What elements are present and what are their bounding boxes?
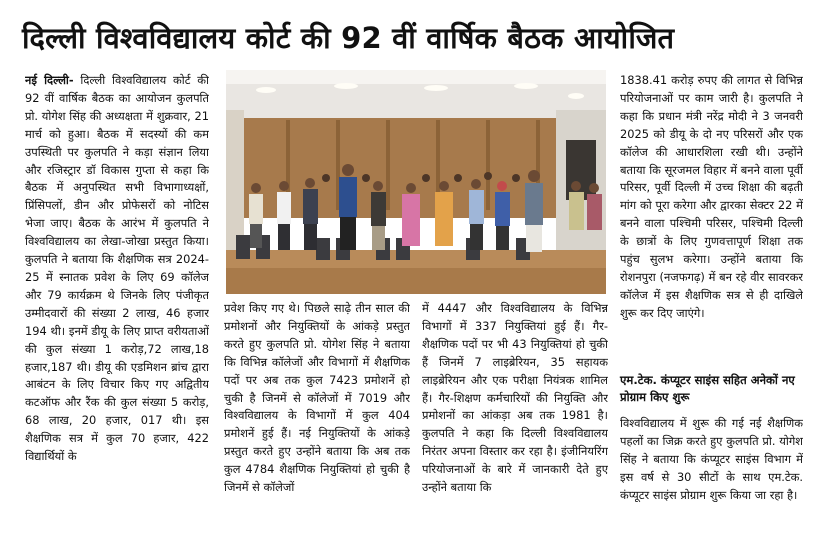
article-column-4-continued	[620, 415, 803, 525]
article-column-3	[422, 300, 608, 530]
column-4-continued-text: विश्वविद्यालय में शुरू की गई नई शैक्षणिक पहलों का जिक्र करते हुए कुलपति प्रो. योगेश सिंह ने बताया कि कंप्यूटर साइंस विभाग में इस वर्ष से 30 सीटों के साथ एम.टेक. कंप्यूटर साइंस प्रोग्राम शुरू किया जा रहा है।	[620, 416, 803, 502]
article-column-1	[25, 72, 209, 527]
column-4-text: 1838.41 करोड़ रुपए की लागत से विभिन्न परियोजनाओं पर काम जारी है। कुलपति ने कहा कि प्रधान मंत्री नरेंद्र मोदी ने 3 जनवरी 2025 को डीयू के दो नए परिसरों और एक कॉलेज की आधारशिला रखी थी। उन्होंने बताया कि सूरजमल विहार में बनने वाला पूर्वी परिसर, पूर्वी दिल्ली में उच्च शिक्षा की बढ़ती मांग को पूरा करेगा और द्वारका सेक्टर 22 में बनने वाला पश्चिमी परिसर, पश्चिमी दिल्ली के छात्रों के लिए गुणवत्तापूर्ण शिक्षा तक पहुंच सुलभ करेगा। उन्होंने बताया कि रोशनपुरा (नजफगढ़) में बन रहे वीर सावरकर कॉलेज में इस शैक्षणिक सत्र से ही दाखिले शुरू कर दिए जाएंगे।	[620, 73, 803, 320]
article-column-2	[224, 300, 410, 530]
article-column-4	[620, 72, 803, 360]
column-3-text: में 4447 और विश्वविद्यालय के विभिन्न विभागों में 337 नियुक्तियां हुई हैं। गैर-शैक्षणिक पदों पर भी 43 नियुक्तियां हो चुकी हैं जिनमें 7 लाइब्रेरियन, 35 सहायक लाइब्रेरियन और एक परीक्षा नियंत्रक शामिल हैं। गैर-शिक्षण कर्मचारियों की नियुक्ति और प्रमोशनों का आंकड़ा अब तक 1981 है। कुलपति ने कहा कि दिल्ली विश्वविद्यालय निरंतर अपना विस्तार कर रहा है। इंजीनियरिंग परियोजनाओं के बारे में जानकारी देते हुए उन्होंने बताया कि	[422, 301, 608, 495]
dateline: नई दिल्ली-	[25, 73, 74, 87]
column-1-text: दिल्ली विश्वविद्यालय कोर्ट की 92 वीं वार्षिक बैठक का आयोजन कुलपति प्रो. योगेश सिंह की अध्यक्षता में शुक्रवार, 21 मार्च को हुआ। बैठक में सदस्यों की कम उपस्थिती पर कुलपति ने कड़ा संज्ञान लिया और रजिस्ट्रार डॉ विकास गुप्ता से कहा कि बैठक में अनुपस्थित सभी विभागाध्यक्षों, प्रिंसिपलों, डीन और प्रोफेसरों को नोटिस भेजा जाए। बैठक के आरंभ में कुलपति ने विश्वविद्यालय का लेखा-जोखा प्रस्तुत किया। कुलपति ने बताया कि शैक्षणिक सत्र 2024-25 में स्नातक प्रवेश के लिए 69 कॉलेज और 79 कार्यक्रम थे जिनके लिए पंजीकृत उम्मीदवारों की संख्या 2 लाख, 46 हजार 194 थी। इनमें डीयू के लिए प्राप्त वरीयताओं की कुल संख्या 1 करोड़,72 लाख,18 हजार,187 थी। डीयू की एडमिशन ब्रांच द्वारा आबंटन के लिए विचार किए गए अद्वितीय कटऑफ और रैंक की कुल संख्या 5 करोड़, 68 लाख, 20 हजार, 017 थी। इस शैक्षणिक सत्र में कुल 70 हजार, 422 विद्यार्थियों के	[25, 73, 209, 464]
column-2-text: प्रवेश किए गए थे। पिछले साढ़े तीन साल की प्रमोशनों और नियुक्तियों के आंकड़े प्रस्तुत करते हुए कुलपति प्रो. योगेश सिंह ने बताया कि विभिन्न कॉलेजों और विभागों में शैक्षणिक पदों पर अब तक कुल 7423 प्रमोशनें हो चुकी है जिनमें से कॉलेजों में 7019 और विश्वविद्यालय के विभागों में कुल 404 प्रमोशनें हुई हैं। नई नियुक्तियों के आंकड़े प्रस्तुत करते हुए उन्होंने बताया कि अब तक कुल 4784 शैक्षणिक नियुक्तियां हो चुकी है जिनमें से कॉलेजों	[224, 301, 410, 495]
subheading: एम.टेक. कंप्यूटर साइंस सहित अनेकों नए प्रोग्राम किए शुरू	[620, 373, 795, 404]
headline: दिल्ली विश्वविद्यालय कोर्ट की 92 वीं वार्षिक बैठक आयोजित	[22, 21, 675, 55]
event-photo	[226, 70, 606, 294]
